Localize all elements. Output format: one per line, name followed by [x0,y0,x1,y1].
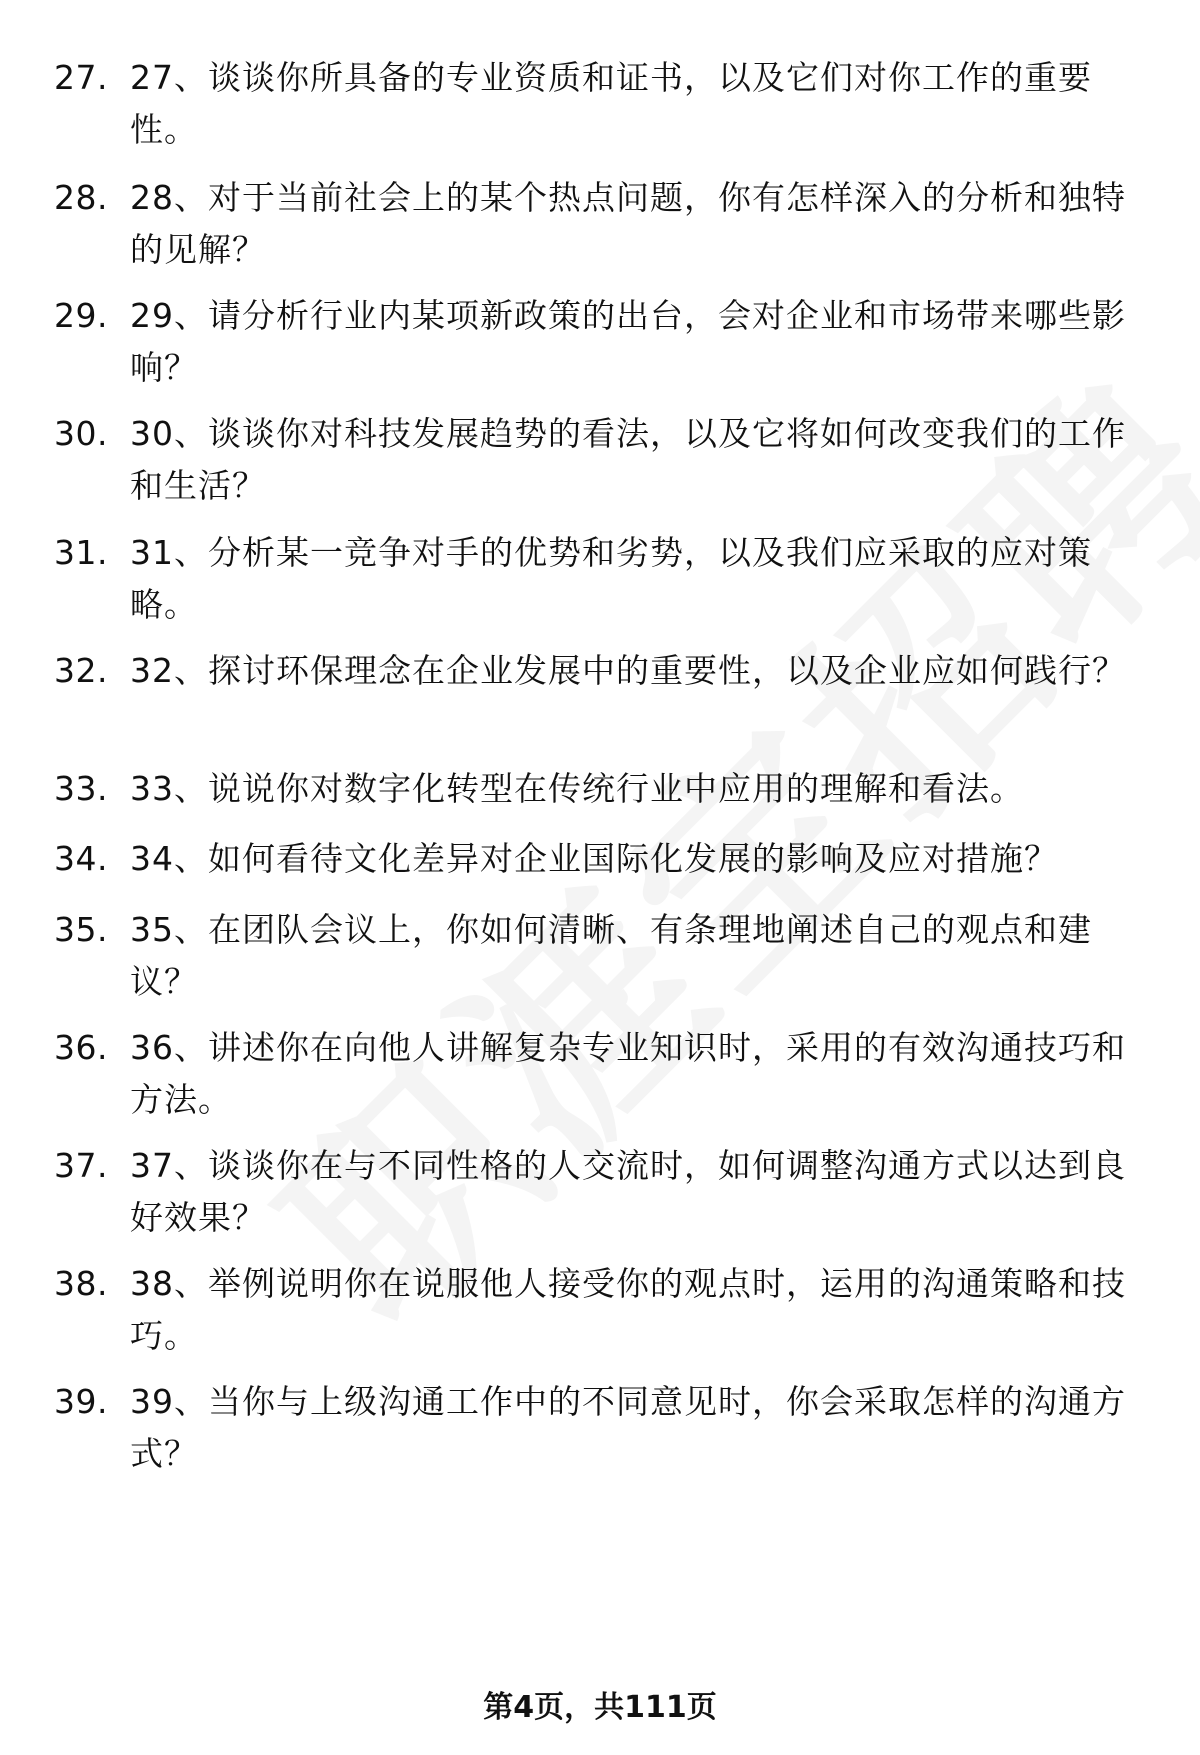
item-number: 36. [54,1028,108,1067]
item-number: 34. [54,839,108,878]
item-text: 30、谈谈你对科技发展趋势的看法，以及它将如何改变我们的工作和生活？ [130,414,1126,505]
item-number: 35. [54,910,108,949]
item-number: 28. [54,178,108,217]
item-number: 29. [54,296,108,335]
page-footer: 第4页，共111页 [483,1690,717,1725]
item-text: 32、探讨环保理念在企业发展中的重要性，以及企业应如何践行？ [130,651,1126,690]
item-text: 29、请分析行业内某项新政策的出台，会对企业和市场带来哪些影响？ [130,296,1126,387]
item-number: 32. [54,651,108,690]
item-text: 35、在团队会议上，你如何清晰、有条理地阐述自己的观点和建议？ [130,910,1092,1001]
item-number: 38. [54,1264,108,1303]
item-text: 39、当你与上级沟通工作中的不同意见时，你会采取怎样的沟通方式？ [130,1382,1126,1473]
item-text: 36、讲述你在向他人讲解复杂专业知识时，采用的有效沟通技巧和方法。 [130,1028,1126,1119]
item-text: 27、谈谈你所具备的专业资质和证书，以及它们对你工作的重要性。 [130,58,1092,149]
item-text: 38、举例说明你在说服他人接受你的观点时，运用的沟通策略和技巧。 [130,1264,1126,1355]
item-text: 37、谈谈你在与不同性格的人交流时，如何调整沟通方式以达到良好效果？ [130,1146,1126,1237]
item-text: 31、分析某一竞争对手的优势和劣势，以及我们应采取的应对策略。 [130,533,1092,624]
item-number: 37. [54,1146,108,1185]
item-number: 31. [54,533,108,572]
item-text: 34、如何看待文化差异对企业国际化发展的影响及应对措施？ [130,839,1058,878]
item-number: 33. [54,769,108,808]
item-text: 28、对于当前社会上的某个热点问题，你有怎样深入的分析和独特的见解？ [130,178,1126,269]
item-number: 30. [54,414,108,453]
item-text: 33、说说你对数字化转型在传统行业中应用的理解和看法。 [130,769,1024,808]
item-number: 39. [54,1382,108,1421]
item-number: 27. [54,58,108,97]
